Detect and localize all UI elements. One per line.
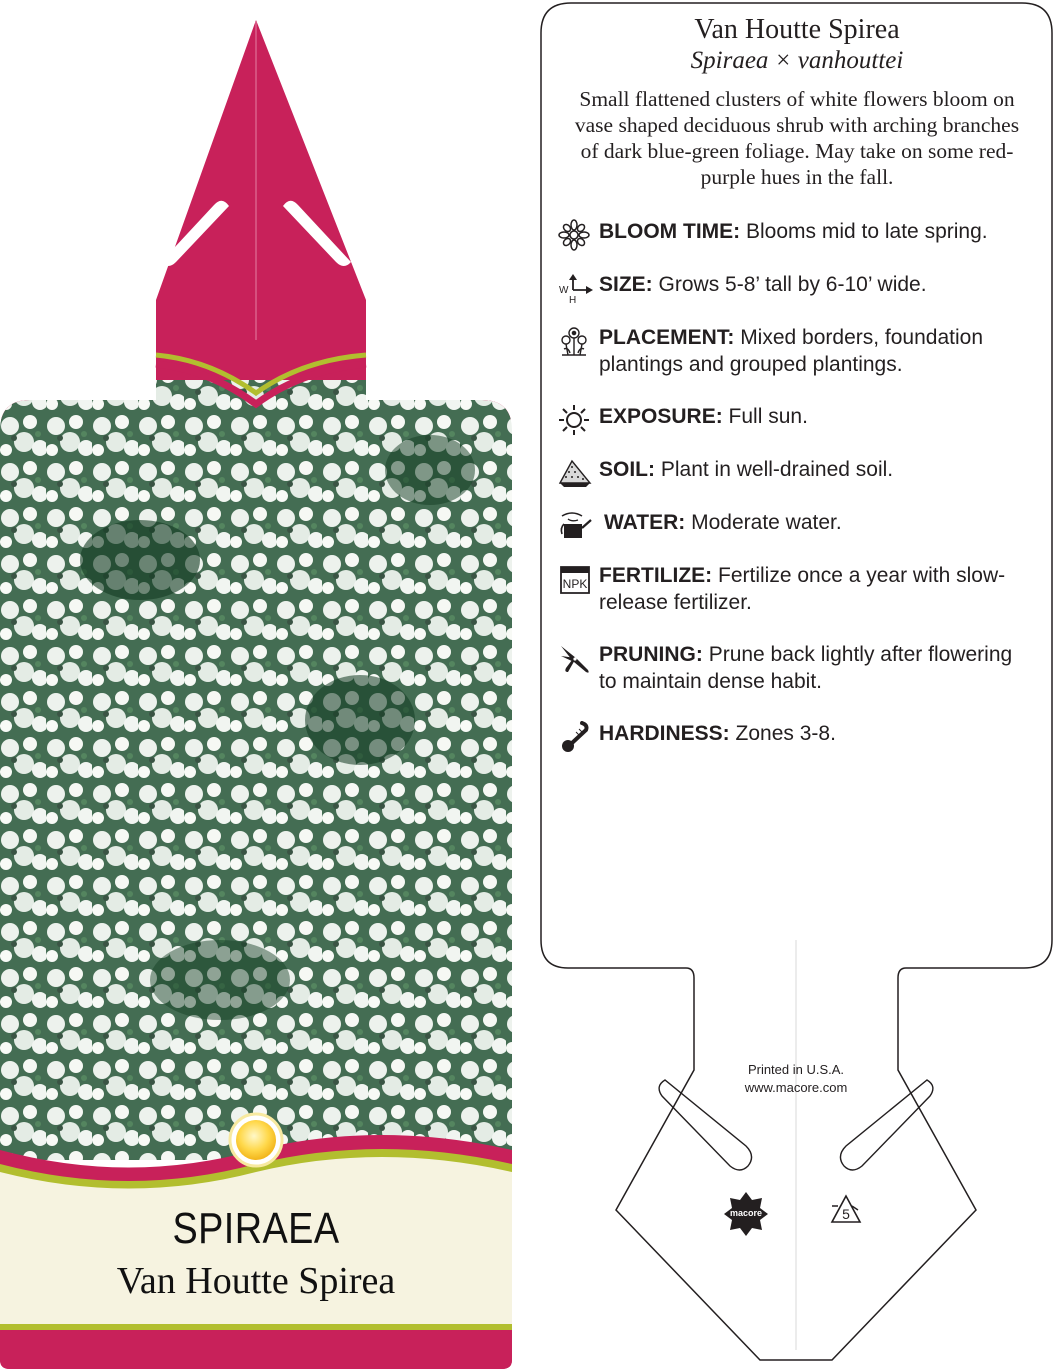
svg-text:NPK: NPK: [562, 577, 588, 591]
size-arrows-icon: [558, 272, 594, 304]
back-common-name: Van Houtte Spirea: [694, 14, 900, 45]
plant-genus: SPIRAEA: [172, 1204, 340, 1253]
svg-text:W: W: [559, 285, 569, 296]
plant-description: Small flattened clusters of white flowers bloom on vase shaped deciduous shrub with arching branches of dark blue-green foliage. May take on some red-purple hues in the fall.: [574, 87, 1020, 189]
website-link[interactable]: www.macore.com: [744, 1080, 848, 1095]
svg-text:5: 5: [842, 1206, 850, 1222]
printed-in-text: Printed in U.S.A.: [747, 1062, 845, 1077]
fertilizer-bag-icon: [558, 563, 594, 595]
svg-text:macore: macore: [729, 1208, 763, 1218]
print-info: [690, 1061, 902, 1097]
flower-icon: [558, 219, 594, 251]
placement-icon: [558, 325, 594, 357]
botanical-name: Spiraea × vanhouttei: [690, 47, 904, 74]
svg-text:H: H: [569, 295, 577, 304]
thermometer-icon: [558, 721, 594, 753]
pruning-shears-icon: [558, 642, 594, 674]
macore-logo: [724, 1192, 768, 1236]
sun-icon: [558, 404, 594, 436]
watering-can-icon: [558, 510, 594, 542]
front-common-name: Van Houtte Spirea: [116, 1260, 396, 1302]
soil-icon: [558, 457, 594, 489]
